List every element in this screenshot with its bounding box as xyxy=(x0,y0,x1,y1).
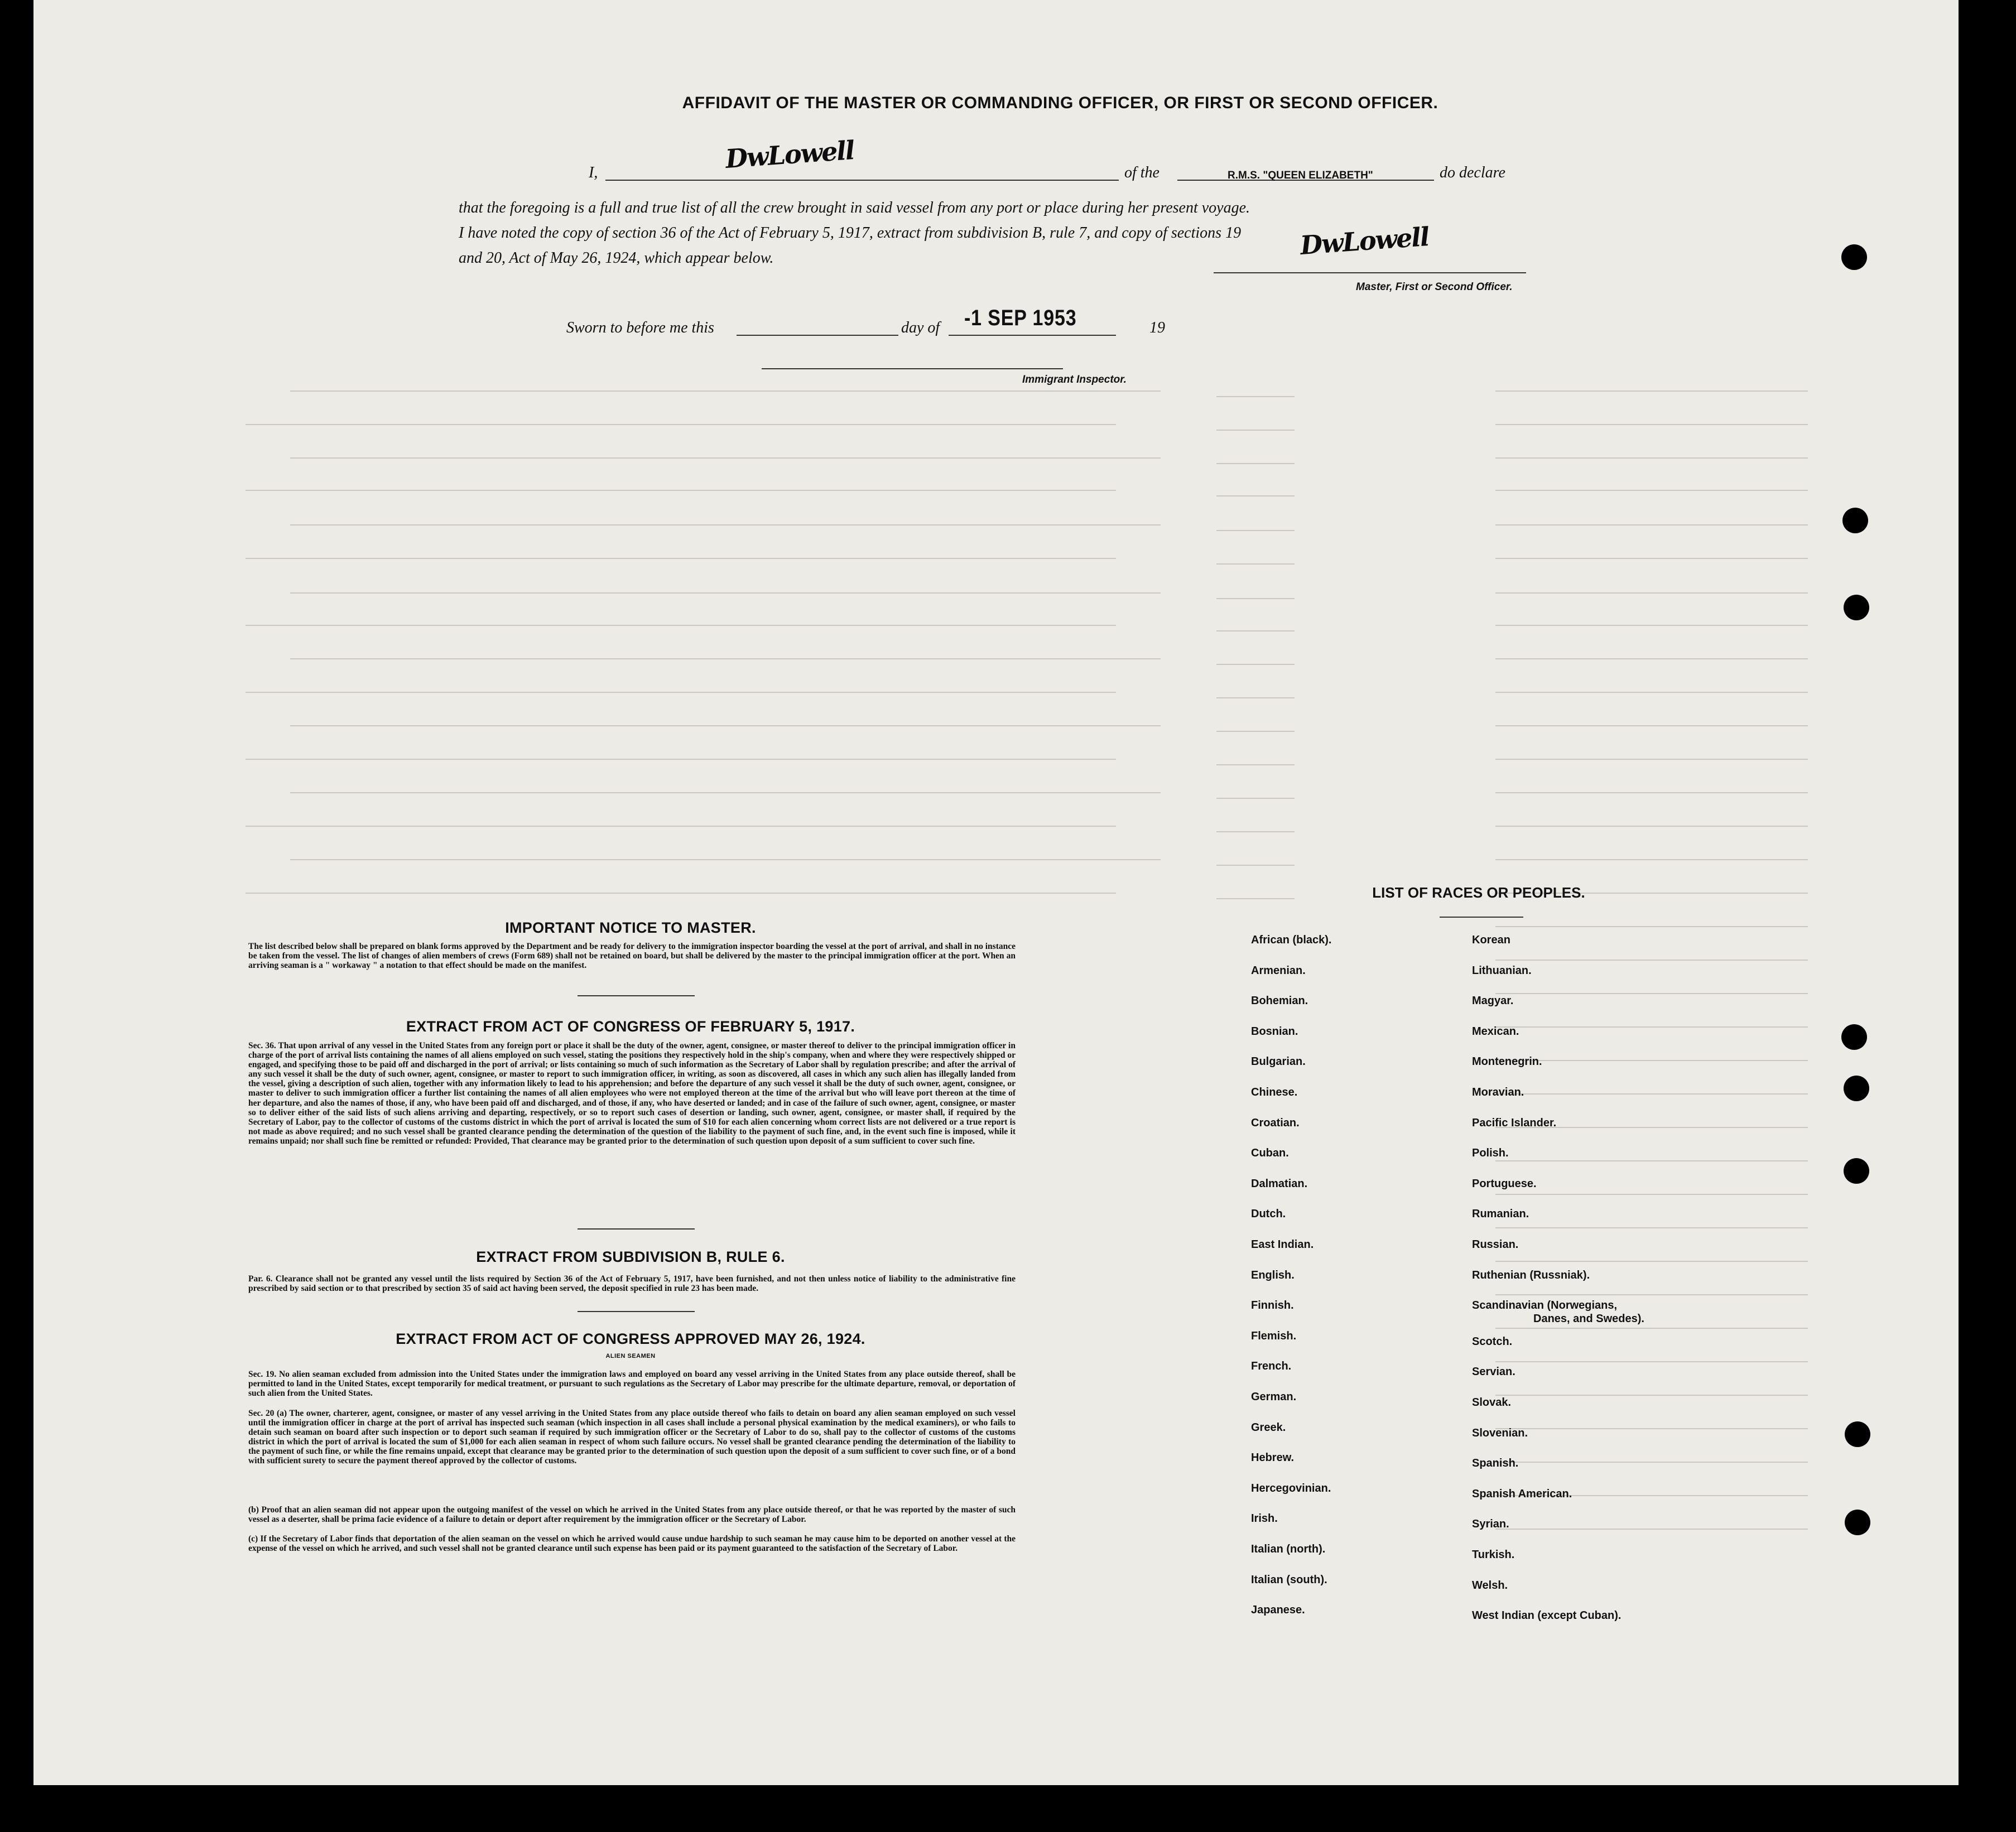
race-item: Mexican. xyxy=(1472,1025,1519,1038)
race-item: Rumanian. xyxy=(1472,1208,1529,1221)
master-signature-line xyxy=(1214,272,1526,273)
bleed-through-mark xyxy=(1495,960,1808,961)
bleed-through-mark xyxy=(1495,826,1808,827)
race-item: Scotch. xyxy=(1472,1335,1513,1348)
affidavit-title: AFFIDAVIT OF THE MASTER OR COMMANDING OFFICER, OR FIRST OR SECOND OFFICER. xyxy=(682,94,1438,112)
extract-1924-sec19: Sec. 19. No alien seaman excluded from admission into the United States under the immigration laws and employed on board any vessel arriving in the United States from any place outside thereof, shall be permitted to land in the United States, except temporarily for medical treatment, or pursuant to such regulations as the Secretary of Labor may prescribe for the ultimate departure, removal, or deportation of such alien from the United States. xyxy=(248,1370,1016,1399)
bleed-through-mark xyxy=(1216,530,1295,531)
bleed-through-mark xyxy=(1216,630,1295,631)
bleed-through-mark xyxy=(1495,457,1808,459)
inspector-signature-line xyxy=(762,368,1063,369)
sworn-prefix: Sworn to before me this xyxy=(566,319,714,336)
bleed-through-mark xyxy=(1216,865,1295,866)
officer-signature-2: DwLowell xyxy=(1299,221,1430,261)
bleed-through-mark xyxy=(1495,792,1808,793)
race-item: African (black). xyxy=(1251,934,1332,946)
name-underline xyxy=(605,180,1119,181)
race-item: Syrian. xyxy=(1472,1518,1509,1531)
bleed-through-mark xyxy=(1495,1361,1808,1362)
bleed-through-mark xyxy=(246,625,1116,626)
race-item: Korean xyxy=(1472,934,1510,946)
bleed-through-mark xyxy=(1216,396,1295,397)
bleed-through-mark xyxy=(1216,764,1295,765)
bleed-through-mark xyxy=(246,759,1116,760)
race-item: Flemish. xyxy=(1251,1329,1297,1342)
extract-rule6-text: Par. 6. Clearance shall not be granted any vessel until the lists required by Section 36 of the Act of February 5, 1917, have been furnished, and not then unless notice of liability to the administrative fine prescribed by said section or to that prescribed by section 35 of said act having been served, the deposit specified in rule 23 has been made. xyxy=(248,1274,1016,1294)
do-declare-text: do declare xyxy=(1440,164,1505,181)
binder-hole xyxy=(1841,1024,1867,1050)
bleed-through-mark xyxy=(290,859,1161,860)
bleed-through-mark xyxy=(246,558,1116,559)
race-item: Italian (south). xyxy=(1251,1573,1327,1586)
alien-seamen-subtitle: ALIEN SEAMEN xyxy=(605,1353,656,1359)
race-item: Portuguese. xyxy=(1472,1177,1537,1190)
bleed-through-mark xyxy=(1495,1395,1808,1396)
bleed-through-mark xyxy=(1495,524,1808,526)
bleed-through-mark xyxy=(1216,598,1295,599)
race-item: Slovak. xyxy=(1472,1396,1512,1409)
race-item-scandinavian-continued: Danes, and Swedes). xyxy=(1533,1313,1644,1325)
bleed-through-mark xyxy=(290,457,1161,459)
race-item: Bulgarian. xyxy=(1251,1055,1306,1068)
bleed-through-mark xyxy=(1495,1160,1808,1161)
race-item: French. xyxy=(1251,1360,1292,1373)
vessel-name: R.M.S. "QUEEN ELIZABETH" xyxy=(1228,170,1373,181)
bleed-through-mark xyxy=(1216,463,1295,464)
bleed-through-mark xyxy=(290,725,1161,726)
binder-hole xyxy=(1844,595,1869,620)
race-item: Greek. xyxy=(1251,1421,1286,1434)
race-item: Russian. xyxy=(1472,1238,1519,1251)
bleed-through-mark xyxy=(1495,592,1808,594)
bleed-through-mark xyxy=(1495,1462,1808,1463)
affidavit-body-line: that the foregoing is a full and true list of all the crew brought in said vessel from any port or place during her present voyage. xyxy=(459,199,1250,216)
race-item: Hercegovinian. xyxy=(1251,1482,1331,1494)
binder-hole xyxy=(1844,1076,1869,1101)
bleed-through-mark xyxy=(290,658,1161,659)
bleed-through-mark xyxy=(246,692,1116,693)
race-item: Scandinavian (Norwegians, xyxy=(1472,1299,1618,1312)
race-item: German. xyxy=(1251,1391,1297,1403)
pronoun-i: I, xyxy=(589,164,598,181)
affidavit-body-line: and 20, Act of May 26, 1924, which appear below. xyxy=(459,249,774,267)
bleed-through-mark xyxy=(1495,1294,1808,1295)
bleed-through-mark xyxy=(1495,490,1808,491)
race-item: Montenegrin. xyxy=(1472,1055,1542,1068)
race-item: Chinese. xyxy=(1251,1086,1298,1098)
race-item: Turkish. xyxy=(1472,1549,1515,1561)
race-item: Spanish American. xyxy=(1472,1487,1572,1500)
race-item: Servian. xyxy=(1472,1366,1515,1378)
bleed-through-mark xyxy=(246,424,1116,425)
bleed-through-mark xyxy=(1495,926,1808,927)
bleed-through-mark xyxy=(1495,558,1808,559)
race-item: West Indian (except Cuban). xyxy=(1472,1609,1622,1622)
bleed-through-mark xyxy=(1495,993,1808,994)
bleed-through-mark xyxy=(1216,697,1295,698)
bleed-through-mark xyxy=(1216,731,1295,732)
race-item: Spanish. xyxy=(1472,1457,1519,1470)
extract-1924-sec20c: (c) If the Secretary of Labor finds that deportation of the alien seaman on the vessel on which he arrived would cause undue hardship to such seaman he may cause him to be deported on another vessel at the expense of the vessel on which he arrived, and such vessel shall not be granted clearance until such expense has been paid or its payment guaranteed to the satisfaction of the Secretary of Labor. xyxy=(248,1534,1016,1554)
officer-signature-1: DwLowell xyxy=(724,135,855,174)
bleed-through-mark xyxy=(1495,1261,1808,1262)
inspector-label: Immigrant Inspector. xyxy=(1022,374,1127,385)
date-stamp: -1 SEP 1953 xyxy=(964,306,1077,330)
race-item: Croatian. xyxy=(1251,1116,1300,1129)
race-item: Dalmatian. xyxy=(1251,1177,1308,1190)
binder-hole xyxy=(1845,1510,1870,1535)
bleed-through-mark xyxy=(246,893,1116,894)
race-item: Finnish. xyxy=(1251,1299,1294,1312)
races-title: LIST OF RACES OR PEOPLES. xyxy=(1372,884,1585,901)
section-rule xyxy=(578,995,695,996)
extract-1917-title: EXTRACT FROM ACT OF CONGRESS OF FEBRUARY 5, 1917. xyxy=(406,1018,855,1035)
race-item: Welsh. xyxy=(1472,1579,1508,1592)
bleed-through-mark xyxy=(290,390,1161,392)
bleed-through-mark xyxy=(290,592,1161,594)
bleed-through-mark xyxy=(1216,563,1295,565)
master-label: Master, First or Second Officer. xyxy=(1356,281,1513,293)
bleed-through-mark xyxy=(1216,664,1295,665)
extract-1924-title: EXTRACT FROM ACT OF CONGRESS APPROVED MAY 26, 1924. xyxy=(396,1330,865,1347)
races-rule xyxy=(1440,917,1523,918)
race-item: Italian (north). xyxy=(1251,1543,1326,1555)
bleed-through-mark xyxy=(1495,1428,1808,1429)
extract-1917-text: Sec. 36. That upon arrival of any vessel in the United States from any foreign port or place it shall be the duty of the owner, agent, consignee, or master thereof to deliver to the principal immigration officer in charge of the port of arrival lists containing the names of all aliens employed on such vessel, stating the positions they respectively hold in the ship's company, when and where they were respectively shipped or engaged, and specifying those to be paid off and discharged in the port of arrival; or lists containing so much of such information as the Secretary of Labor shall by regulation prescribe; and after the arrival of any such vessel it shall be the duty of such owner, agent, consignee, or master to report to such immigration officer, in writing, as soon as discovered, all cases in which any such alien has illegally landed from the vessel, giving a description of such alien, together with any information likely to lead to his apprehension; and before the departure of any such vessel it shall be the duty of such owner, agent, consignee, or master to deliver to such immigration officer a further list containing the names of all alien employees who were not employed thereon at the time of the arrival but who will leave port thereon at the time of her departure, and also the names of those, if any, who have been paid off and discharged, and of those, if any, who have deserted or landed; and in case of the failure of such owner, agent, consignee, or master so to deliver either of the said lists of such aliens arriving and departing, respectively, or so to report such cases of desertion or landing, such owner, agent, consignee, or master shall, if required by the Secretary of Labor, pay to the collector of customs of the customs district in which the port of arrival is located the sum of $10 for each alien concerning whom correct lists are not delivered or a true report is not made as above required; and no such vessel shall be granted clearance pending the determination of the question of the liability to the payment of such fine, and, in the event such fine is imposed, while it remains unpaid; nor shall such fine be remitted or refunded: Provided, That clearance may be granted prior to the determination of such question upon deposit of a sum sufficient to cover such fine. xyxy=(248,1041,1016,1146)
date-underline xyxy=(949,335,1116,336)
day-underline xyxy=(737,335,898,336)
race-item: Pacific Islander. xyxy=(1472,1116,1557,1129)
bleed-through-mark xyxy=(1495,658,1808,659)
race-item: Armenian. xyxy=(1251,964,1306,977)
bleed-through-mark xyxy=(1495,1328,1808,1329)
bleed-through-mark xyxy=(1495,759,1808,760)
bleed-through-mark xyxy=(1216,831,1295,832)
section-rule xyxy=(578,1311,695,1312)
bleed-through-mark xyxy=(1495,1026,1808,1028)
notice-text: The list described below shall be prepared on blank forms approved by the Department and be ready for delivery to the immigration inspector boarding the vessel at the port of arrival, and shall in no instance be taken from the vessel. The list of changes of alien members of crews (Form 689) shall not be retained on board, but shall be delivered by the master to the principal immigration officer at the port. When an arriving seaman is a " workaway " a notation to that effect should be made on the manifest. xyxy=(248,942,1016,971)
bleed-through-mark xyxy=(246,826,1116,827)
bleed-through-mark xyxy=(1495,390,1808,392)
day-of-text: day of xyxy=(901,319,940,336)
affidavit-body-line: I have noted the copy of section 36 of the Act of February 5, 1917, extract from subdivision B, rule 7, and copy of sections 19 xyxy=(459,224,1242,242)
section-rule xyxy=(578,1228,695,1230)
bleed-through-mark xyxy=(290,792,1161,793)
extract-1924-sec20a: Sec. 20 (a) The owner, charterer, agent, consignee, or master of any vessel arriving in the United States from any place outside thereof who fails to detain on board any alien seaman employed on such vessel until the immigration officer in charge at the port of arrival has inspected such seaman (which inspection in all cases shall include a personal physical examination by the medical examiners), or who fails to detain such seaman on board after such inspection or to deport such seaman if required by such immigration officer or the Secretary of Labor to do so, shall pay to the collector of customs of the customs district in which the port of arrival is located the sum of $1,000 for each alien seaman in respect of whom such failure occurs. No vessel shall be granted clearance pending the determination of the liability to the payment of such fine, or while the fine remains unpaid, except that clearance may be granted prior to the determination of such question upon the deposit of a sum sufficient to cover such fine, or of a bond with sufficient surety to secure the payment thereof approved by the collector of customs. xyxy=(248,1409,1016,1466)
race-item: Irish. xyxy=(1251,1512,1278,1525)
document-sheet xyxy=(33,0,1959,1785)
race-item: Hebrew. xyxy=(1251,1452,1295,1464)
binder-hole xyxy=(1845,1421,1870,1447)
extract-1924-sec20b: (b) Proof that an alien seaman did not appear upon the outgoing manifest of the vessel on which he arrived in the United States from any place outside thereof, or that he was reported by the master of such vessel as a deserter, shall be prima facie evidence of a failure to detain or deport after requirement by the immigration officer or the Secretary of Labor. xyxy=(248,1505,1016,1525)
extract-rule6-title: EXTRACT FROM SUBDIVISION B, RULE 6. xyxy=(476,1248,785,1265)
bleed-through-mark xyxy=(1495,1227,1808,1228)
bleed-through-mark xyxy=(1495,1093,1808,1095)
race-item: Bohemian. xyxy=(1251,995,1308,1007)
binder-hole xyxy=(1844,1158,1869,1184)
year-prefix: 19 xyxy=(1149,319,1165,336)
race-item: Ruthenian (Russniak). xyxy=(1472,1269,1590,1281)
bleed-through-mark xyxy=(1216,495,1295,496)
bleed-through-mark xyxy=(1216,798,1295,799)
bleed-through-mark xyxy=(290,524,1161,526)
race-item: Japanese. xyxy=(1251,1604,1305,1617)
bleed-through-mark xyxy=(246,490,1116,491)
bleed-through-mark xyxy=(1495,1194,1808,1195)
bleed-through-mark xyxy=(1495,692,1808,693)
bleed-through-mark xyxy=(1216,430,1295,431)
binder-hole xyxy=(1841,244,1867,270)
race-item: Bosnian. xyxy=(1251,1025,1298,1038)
binder-hole xyxy=(1842,508,1868,533)
bleed-through-mark xyxy=(1495,1529,1808,1530)
race-item: English. xyxy=(1251,1269,1295,1281)
race-item: Slovenian. xyxy=(1472,1426,1528,1439)
bleed-through-mark xyxy=(1495,625,1808,626)
race-item: Magyar. xyxy=(1472,995,1514,1007)
bleed-through-mark xyxy=(1495,1060,1808,1061)
notice-title: IMPORTANT NOTICE TO MASTER. xyxy=(505,919,756,936)
race-item: East Indian. xyxy=(1251,1238,1314,1251)
race-item: Moravian. xyxy=(1472,1086,1524,1098)
bleed-through-mark xyxy=(1495,424,1808,425)
race-item: Polish. xyxy=(1472,1147,1509,1160)
bleed-through-mark xyxy=(1495,725,1808,726)
race-item: Lithuanian. xyxy=(1472,964,1532,977)
of-the-text: of the xyxy=(1124,164,1159,181)
bleed-through-mark xyxy=(1495,859,1808,860)
race-item: Dutch. xyxy=(1251,1208,1286,1221)
sworn-line xyxy=(566,312,1180,340)
race-item: Cuban. xyxy=(1251,1147,1289,1160)
